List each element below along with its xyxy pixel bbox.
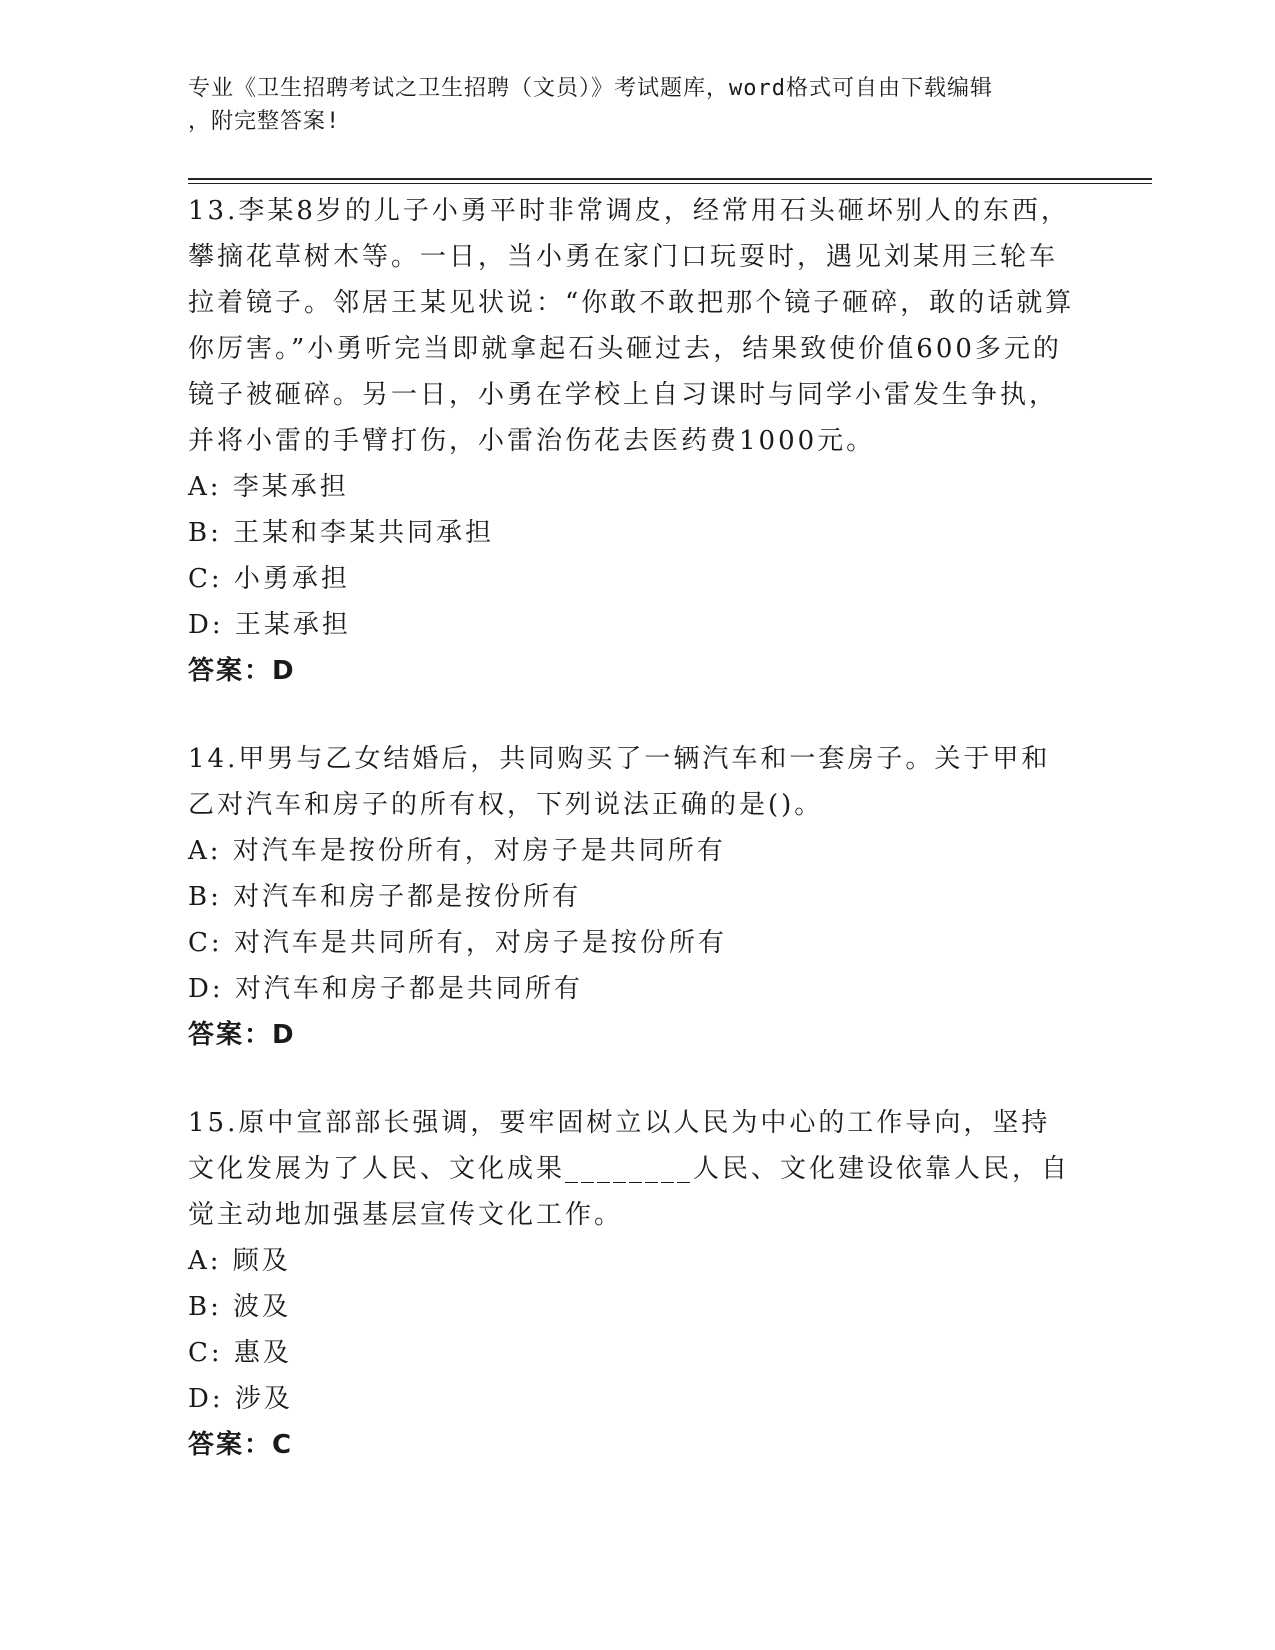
option-b: B: 对汽车和房子都是按份所有	[188, 882, 582, 912]
answer: 答案：C	[188, 1430, 294, 1460]
option-c: C: 对汽车是共同所有，对房子是按份所有	[188, 928, 727, 958]
question-14	[188, 736, 1078, 1058]
option-b: B: 波及	[188, 1292, 292, 1322]
option-c: C: 小勇承担	[188, 564, 350, 594]
option-a: A: 李某承担	[188, 472, 349, 502]
option-a: A: 对汽车是按份所有，对房子是共同所有	[188, 836, 726, 866]
question-15	[188, 1100, 1078, 1468]
option-a: A: 顾及	[188, 1246, 291, 1276]
option-b: B: 王某和李某共同承担	[188, 518, 495, 548]
option-d: D: 对汽车和房子都是共同所有	[188, 974, 583, 1004]
option-c: C: 惠及	[188, 1338, 292, 1368]
question-13	[188, 188, 1078, 694]
answer: 答案：D	[188, 656, 296, 686]
document-header	[188, 72, 1068, 138]
header-line-2: ，附完整答案!	[188, 109, 341, 134]
header-divider-thick	[188, 178, 1152, 180]
header-divider-thin	[188, 183, 1152, 184]
option-d: D: 王某承担	[188, 610, 351, 640]
option-d: D: 涉及	[188, 1384, 293, 1414]
question-stem: 15.原中宣部部长强调，要牢固树立以人民为中心的工作导向，坚持文化发展为了人民、文化成果________人民、文化建设依靠人民，自觉主动地加强基层宣传文化工作。	[188, 1108, 1071, 1230]
answer: 答案：D	[188, 1020, 296, 1050]
question-stem: 14.甲男与乙女结婚后，共同购买了一辆汽车和一套房子。关于甲和乙对汽车和房子的所有权，下列说法正确的是()。	[188, 744, 1051, 820]
header-line-1: 专业《卫生招聘考试之卫生招聘（文员）》考试题库，word格式可自由下载编辑	[188, 76, 993, 101]
question-stem: 13.李某8岁的儿子小勇平时非常调皮，经常用石头砸坏别人的东西，攀摘花草树木等。一日，当小勇在家门口玩耍时，遇见刘某用三轮车拉着镜子。邻居王某见状说：“你敢不敢把那个镜子砸碎，敢的话就算你厉害。”小勇听完当即就拿起石头砸过去，结果致使价值600多元的镜子被砸碎。另一日，小勇在学校上自习课时与同学小雷发生争执，并将小雷的手臂打伤，小雷治伤花去医药费1000元。	[188, 196, 1075, 456]
